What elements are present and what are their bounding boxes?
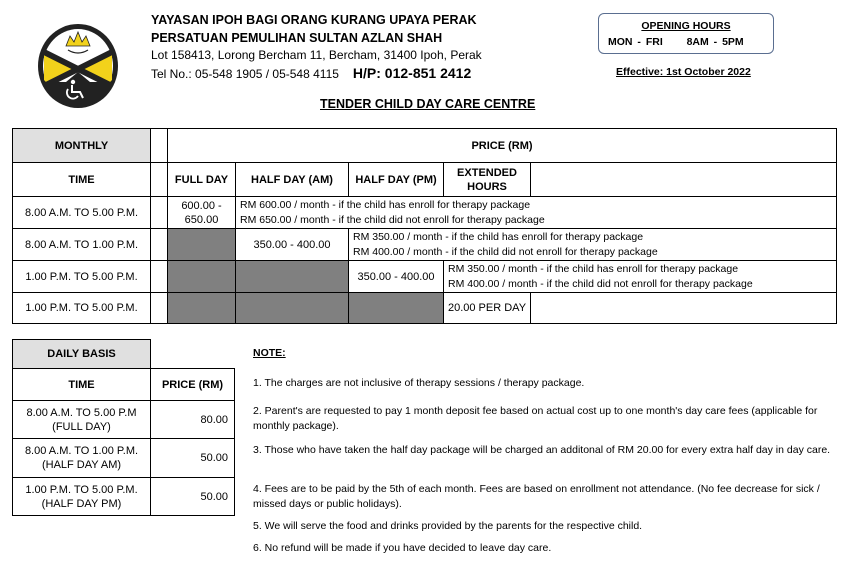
time-range: 1.00 P.M. TO 5.00 P.M.	[25, 483, 138, 496]
spacer-cell	[151, 197, 168, 229]
daily-col-time: TIME	[13, 369, 151, 401]
col-full-day: FULL DAY	[168, 163, 236, 197]
row-time: 1.00 P.M. TO 5.00 P.M.	[13, 261, 151, 293]
notes-title: NOTE:	[253, 347, 286, 359]
address: Lot 158413, Lorong Bercham 11, Bercham, 31400 Ipoh, Perak	[151, 48, 482, 62]
note-line: RM 400.00 / month - if the child did not enroll for therapy package	[448, 277, 753, 290]
spacer-cell	[151, 229, 168, 261]
note-item: 4. Fees are to be paid by the 5th of each month. Fees are based on enrollment not attendance. (No fee decrease for sick / missed days or public holidays).	[253, 483, 820, 511]
daily-row-price: 80.00	[151, 401, 235, 439]
table-row	[13, 439, 235, 478]
organization-logo	[36, 22, 120, 110]
spacer-cell	[151, 261, 168, 293]
note-item: 6. No refund will be made if you have decided to leave day care.	[253, 542, 552, 554]
time-type: (HALF DAY PM)	[41, 497, 122, 510]
note-item: 2. Parent's are requested to pay 1 month deposit fee based on actual cost up to one month's day care fees (applicable for monthly package).	[253, 405, 818, 433]
note-item: 3. Those who have taken the half day package will be charged an additonal of RM 20.00 for every extra half day in day care.	[253, 444, 831, 456]
daily-row-price: 50.00	[151, 478, 235, 516]
opening-days: MON - FRI	[608, 36, 663, 48]
daily-price-table	[12, 339, 235, 516]
note-line: RM 400.00 / month - if the child did not enroll for therapy package	[353, 245, 658, 258]
note-item: 5. We will serve the food and drinks provided by the parents for the respective child.	[253, 520, 643, 532]
note-line: RM 350.00 / month - if the child has enroll for therapy package	[448, 263, 739, 276]
row-time: 1.00 P.M. TO 5.00 P.M.	[13, 293, 151, 324]
time-type: (HALF DAY AM)	[41, 459, 122, 471]
empty-cell	[151, 340, 235, 369]
note-line: RM 650.00 / month - if the child did not enroll for therapy package	[240, 213, 545, 226]
row-price: 350.00 - 400.00	[349, 261, 444, 293]
row-time: 8.00 A.M. TO 5.00 P.M.	[13, 197, 151, 229]
spacer-cell	[151, 163, 168, 197]
col-half-day-am: HALF DAY (AM)	[236, 163, 349, 197]
col-time: TIME	[13, 163, 151, 197]
spacer-cell	[151, 293, 168, 324]
monthly-label: MONTHLY	[13, 129, 151, 163]
unavailable-cell	[168, 261, 236, 293]
effective-date: Effective: 1st October 2022	[616, 66, 751, 78]
opening-time: 8AM - 5PM	[686, 36, 744, 48]
row-price: 600.00 - 650.00	[168, 197, 236, 229]
notes-section	[253, 0, 853, 582]
row-price: 20.00 PER DAY	[444, 293, 531, 324]
unavailable-cell	[168, 229, 236, 261]
note-item: 1. The charges are not inclusive of therapy sessions / therapy package.	[253, 377, 585, 389]
daily-row-time	[13, 439, 151, 478]
handphone: H/P: 012-851 2412	[352, 65, 472, 81]
opening-hours-title: OPENING HOURS	[641, 20, 731, 32]
time-type: (FULL DAY)	[52, 420, 111, 433]
row-price: 350.00 - 400.00	[236, 229, 349, 261]
col-extended-hours: EXTENDED HOURS	[444, 163, 531, 197]
time-range: 8.00 A.M. TO 1.00 P.M.	[24, 445, 139, 457]
table-row	[13, 478, 235, 516]
daily-label: DAILY BASIS	[13, 340, 151, 369]
page-title: TENDER CHILD DAY CARE CENTRE	[320, 97, 536, 111]
daily-row-time	[13, 401, 151, 439]
org-name-1: YAYASAN IPOH BAGI ORANG KURANG UPAYA PERAK	[151, 13, 477, 27]
spacer-cell	[151, 129, 168, 163]
org-name-2: PERSATUAN PEMULIHAN SULTAN AZLAN SHAH	[151, 31, 443, 45]
note-line: RM 350.00 / month - if the child has enroll for therapy package	[353, 231, 644, 244]
daily-col-price: PRICE (RM)	[151, 369, 235, 401]
price-header: PRICE (RM)	[168, 129, 837, 163]
time-range: 8.00 A.M. TO 5.00 P.M	[26, 406, 137, 419]
note-line: RM 600.00 / month - if the child has enroll for therapy package	[240, 199, 531, 212]
row-time: 8.00 A.M. TO 1.00 P.M.	[13, 229, 151, 261]
table-row	[13, 401, 235, 439]
unavailable-cell	[168, 293, 236, 324]
telephone: Tel No.: 05-548 1905 / 05-548 4115	[151, 67, 339, 81]
col-half-day-pm: HALF DAY (PM)	[349, 163, 444, 197]
daily-row-time	[13, 478, 151, 516]
daily-row-price: 50.00	[151, 439, 235, 478]
